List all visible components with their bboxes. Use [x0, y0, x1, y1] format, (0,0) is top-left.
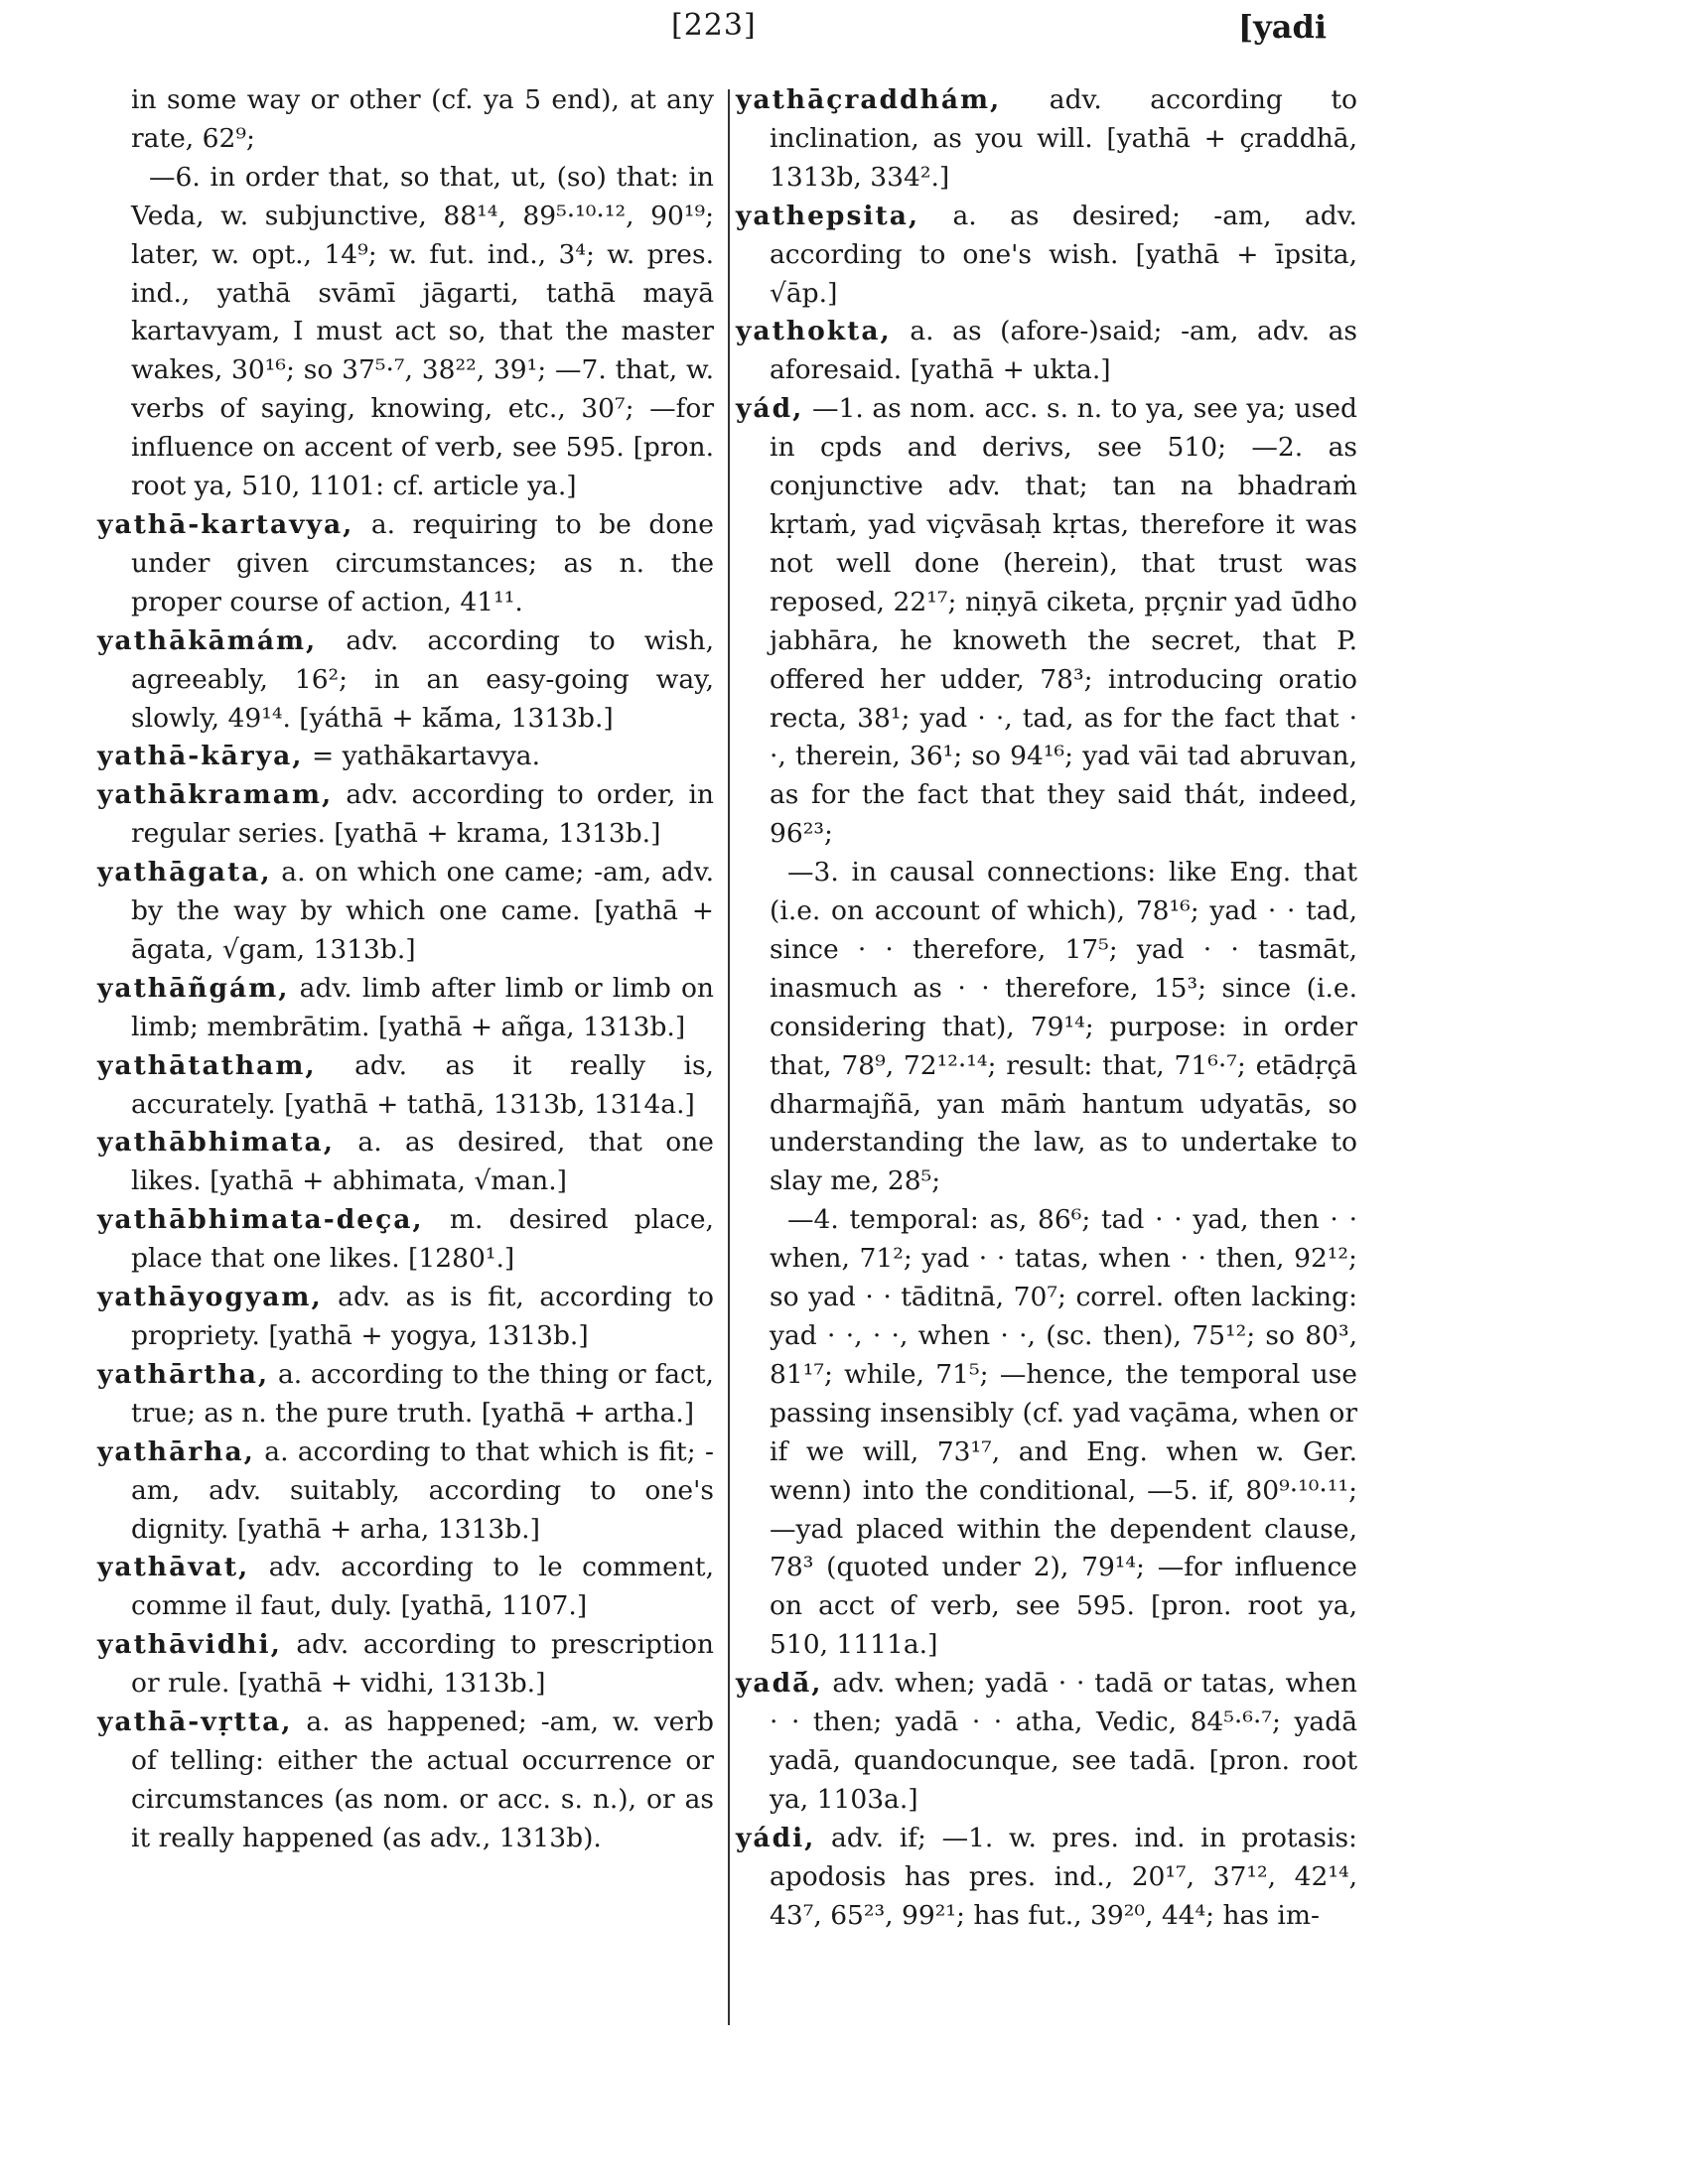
- dictionary-entry: [97, 738, 714, 776]
- right-column: [736, 81, 1357, 1936]
- dictionary-entry: [97, 776, 714, 854]
- entry-definition: a. requiring to be done under given circumstances; as n. the proper course of action, 41¹¹.: [131, 508, 714, 617]
- dictionary-entry: [97, 854, 714, 970]
- entry-headword: yathokta,: [736, 316, 892, 347]
- dictionary-entry: [736, 1820, 1357, 1936]
- dictionary-entry: [97, 506, 714, 622]
- entry-headword: yathā-kārya,: [97, 741, 304, 772]
- running-head: [yadi: [1238, 8, 1327, 46]
- entry-definition: adv. according to prescription or rule. [yathā + vidhi, 1313b.]: [131, 1629, 714, 1700]
- dictionary-entry: [97, 1626, 714, 1704]
- dictionary-entry: [736, 313, 1357, 390]
- entry-definition: a. according to the thing or fact, true; as n. the pure truth. [yathā + artha.]: [131, 1358, 714, 1429]
- entry-definition: m. desired place, place that one likes. [1280¹.]: [131, 1204, 714, 1275]
- page-number: [223]: [671, 8, 757, 43]
- entry-definition: adv. if; —1. w. pres. ind. in protasis: apodosis has pres. ind., 20¹⁷, 37¹², 42¹⁴, 43⁷, 65²³, 99²¹; has fut., 39²⁰, 44⁴; has im-: [770, 1822, 1357, 1931]
- entry-definition: adv. when; yadā · · tadā or tatas, when · · then; yadā · · atha, Vedic, 84⁵·⁶·⁷; yadā yadā, quandocunque, see tadā. [pron. root ya, 1103a.]: [770, 1668, 1357, 1815]
- entry-definition: adv. as it really is, accurately. [yathā + tathā, 1313b, 1314a.]: [131, 1049, 714, 1120]
- entry-headword: yathāgata,: [97, 857, 272, 888]
- entry-continuation: [97, 81, 714, 159]
- entry-definition: a. as desired, that one likes. [yathā + abhimata, √man.]: [131, 1127, 714, 1197]
- dictionary-entry: [97, 1549, 714, 1626]
- dictionary-entry: [97, 1201, 714, 1279]
- entry-continuation: [736, 1201, 1357, 1665]
- entry-definition: a. according to that which is fit; -am, adv. suitably, according to one's dignity. [yathā + arha, 1313b.]: [131, 1435, 714, 1545]
- dictionary-entry: [97, 622, 714, 739]
- entry-headword: yathāvat,: [97, 1552, 250, 1583]
- entry-headword: yathātatham,: [97, 1049, 317, 1081]
- dictionary-entry: [736, 1665, 1357, 1820]
- entry-definition: adv. according to order, in regular series. [yathā + krama, 1313b.]: [131, 779, 714, 850]
- dictionary-entry: [97, 970, 714, 1047]
- entry-headword: yathā-kartavya,: [97, 508, 354, 540]
- entry-headword: yathāçraddhám,: [736, 84, 1002, 115]
- entry-headword: yathābhimata-deça,: [97, 1204, 424, 1236]
- dictionary-entry: [97, 1433, 714, 1550]
- entry-definition: adv. as is fit, according to propriety. [yathā + yogya, 1313b.]: [131, 1282, 714, 1351]
- dictionary-entry: [736, 390, 1357, 854]
- entry-definition: adv. according to inclination, as you will. [yathā + çraddhā, 1313b, 334².]: [770, 84, 1357, 193]
- dictionary-entry: [736, 81, 1357, 198]
- entry-continuation: [736, 854, 1357, 1201]
- dictionary-entry: [97, 1279, 714, 1356]
- entry-headword: yathāyogyam,: [97, 1282, 323, 1313]
- entry-definition: —3. in causal connections: like Eng. that (i.e. on account of which), 78¹⁶; yad · · tad, since · · therefore, 17⁵; yad · · tasmāt, inasmuch as · · therefore, 15³; since (i.e. considering that), 79¹⁴; purpose: in order that, 78⁹, 72¹²·¹⁴; result: that, 71⁶·⁷; etādṛçā dharmajñā, yan māṁ hantum udyatās, so understanding the law, as to undertake to slay me, 28⁵;: [770, 857, 1357, 1197]
- entry-definition: a. as desired; -am, adv. according to one's wish. [yathā + īpsita, √āp.]: [770, 200, 1357, 309]
- left-column: [97, 81, 714, 1858]
- entry-headword: yathākāmám,: [97, 624, 318, 656]
- dictionary-entry: [97, 1047, 714, 1125]
- entry-definition: —6. in order that, so that, ut, (so) that: in Veda, w. subjunctive, 88¹⁴, 89⁵·¹⁰·¹², 90¹⁹; later, w. opt., 14⁹; w. fut. ind., 3⁴; w. pres. ind., yathā svāmī jāgarti, tathā mayā kartavyam, I must act so, that the master wakes, 30¹⁶; so 37⁵·⁷, 38²², 39¹; —7. that, w. verbs of saying, knowing, etc., 30⁷; —for influence on accent of verb, see 595. [pron. root ya, 510, 1101: cf. article ya.]: [131, 161, 714, 502]
- entry-continuation: [97, 159, 714, 506]
- dictionary-entry: [97, 1124, 714, 1201]
- entry-definition: —4. temporal: as, 86⁶; tad · · yad, then · · when, 71²; yad · · tatas, when · · then, 92¹²; so yad · · tāditnā, 70⁷; correl. often lacking: yad · ·, · ·, when · ·, (sc. then), 75¹²; so 80³, 81¹⁷; while, 71⁵; —hence, the temporal use passing insensibly (cf. yad vaçāma, when or if we will, 73¹⁷, and Eng. when w. Ger. wenn) into the conditional, —5. if, 80⁹·¹⁰·¹¹; —yad placed within the dependent clause, 78³ (quoted under 2), 79¹⁴; —for influence on acct of verb, see 595. [pron. root ya, 510, 1111a.]: [770, 1204, 1357, 1661]
- entry-definition: adv. limb after limb or limb on limb; membrātim. [yathā + añga, 1313b.]: [131, 972, 714, 1042]
- entry-definition: a. on which one came; -am, adv. by the way by which one came. [yathā + āgata, √gam, 1313b.]: [131, 857, 714, 965]
- page-header: [0, 8, 1688, 52]
- entry-headword: yathārha,: [97, 1435, 255, 1467]
- entry-headword: yathā-vṛtta,: [97, 1706, 293, 1738]
- entry-headword: yathāñgám,: [97, 972, 290, 1004]
- entry-headword: yádi,: [736, 1822, 816, 1853]
- entry-headword: yathārtha,: [97, 1358, 270, 1390]
- entry-definition: adv. according to le comment, comme il faut, duly. [yathā, 1107.]: [131, 1552, 714, 1622]
- entry-definition: a. as happened; -am, w. verb of telling: either the actual occurrence or circumstances (as nom. or acc. s. n.), or as it really happened (as adv., 1313b).: [131, 1706, 714, 1853]
- entry-headword: yathepsita,: [736, 200, 920, 231]
- entry-definition: —1. as nom. acc. s. n. to ya, see ya; used in cpds and derivs, see 510; —2. as conjunctive adv. that; tan na bhadraṁ kṛtaṁ, yad viçvāsaḥ kṛtas, therefore it was not well done (herein), that trust was reposed, 22¹⁷; niṇyā ciketa, pṛçnir yad ūdho jabhāra, he knoweth the secret, that P. offered her udder, 78³; introducing oratio recta, 38¹; yad · ·, tad, as for the fact that · ·, therein, 36¹; so 94¹⁶; yad vāi tad abruvan, as for the fact that they said thát, indeed, 96²³;: [770, 393, 1357, 850]
- entry-definition: = yathākartavya.: [311, 741, 541, 772]
- dictionary-entry: [736, 198, 1357, 314]
- entry-headword: yathābhimata,: [97, 1127, 335, 1159]
- entry-definition: a. as (afore-)said; -am, adv. as aforesaid. [yathā + ukta.]: [770, 316, 1357, 386]
- entry-headword: yád,: [736, 393, 804, 425]
- column-divider: [728, 89, 730, 2025]
- entry-headword: yadā́,: [736, 1668, 823, 1700]
- dictionary-entry: [97, 1704, 714, 1858]
- dictionary-entry: [97, 1356, 714, 1433]
- entry-definition: adv. according to wish, agreeably, 16²; in an easy-going way, slowly, 49¹⁴. [yáthā + kā́ma, 1313b.]: [131, 624, 714, 734]
- entry-definition: in some way or other (cf. ya 5 end), at any rate, 62⁹;: [131, 84, 714, 154]
- entry-headword: yathākramam,: [97, 779, 334, 811]
- entry-headword: yathāvidhi,: [97, 1629, 282, 1661]
